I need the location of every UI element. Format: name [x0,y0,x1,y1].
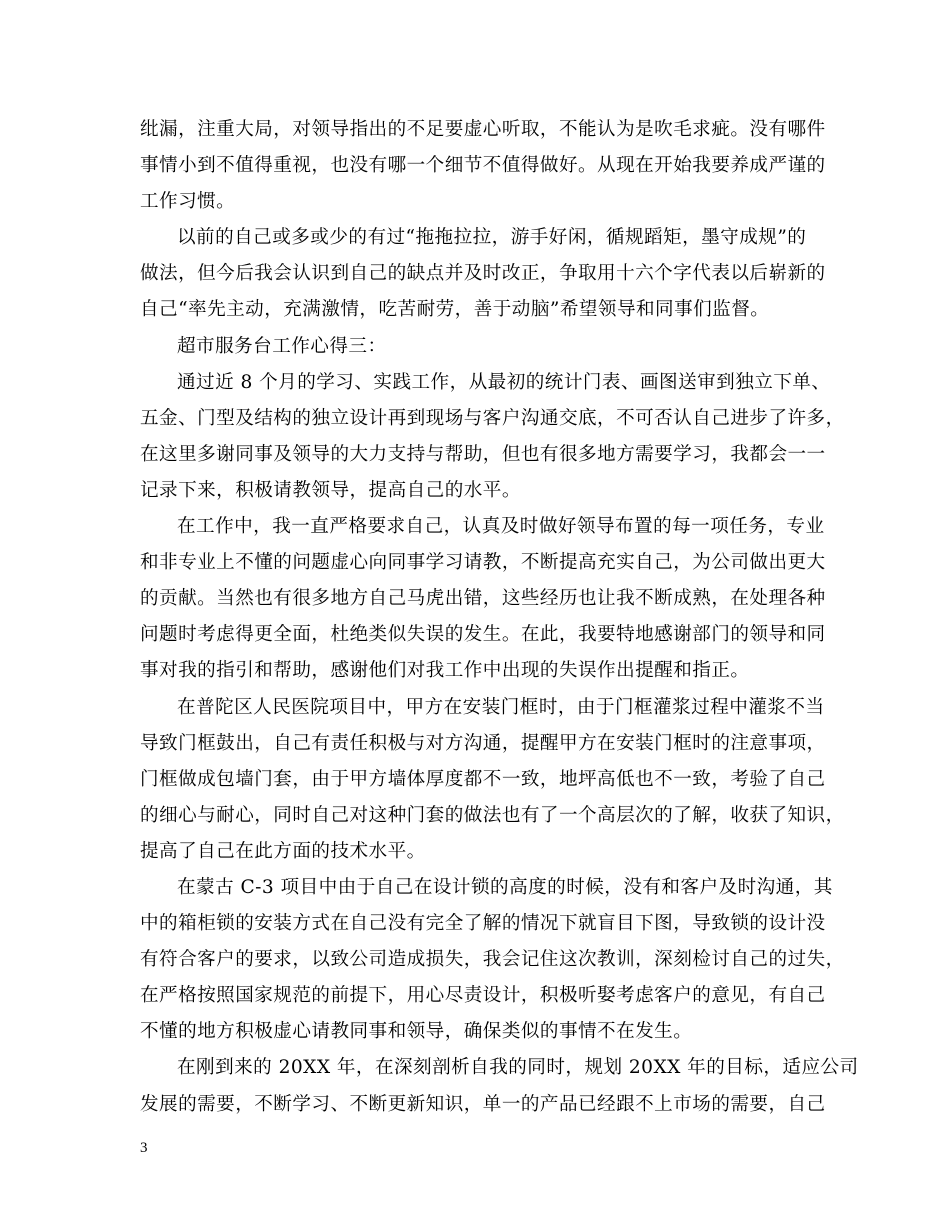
text-line: 提高了自己在此方面的技术水平。 [140,840,426,862]
text-line: 事情小到不值得重视，也没有哪一个细节不值得做好。从现在开始我要养成严谨的 [140,155,826,177]
text-line: 自己“率先主动，充满激情，吃苦耐劳，善于动脑”希望领导和同事们监督。 [140,299,770,321]
text-line: 中的箱柜锁的安装方式在自己没有完全了解的情况下就盲目下图，导致锁的设计没 [140,913,826,935]
text-line: 不懂的地方积极虚心请教同事和领导，确保类似的事情不在发生。 [140,1021,693,1043]
text-line: 事对我的指引和帮助，感谢他们对我工作中出现的失误作出提醒和指正。 [140,660,750,682]
text-line: 工作习惯。 [140,191,236,213]
text-line: 和非专业上不懂的问题虚心向同事学习请教，不断提高充实自己，为公司做出更大 [140,552,826,574]
text-line: 纰漏，注重大局，对领导指出的不足要虚心听取，不能认为是吹毛求疵。没有哪件 [140,119,826,140]
text-line: 记录下来，积极请教领导，提高自己的水平。 [140,479,521,501]
text-line: 有符合客户的要求，以致公司造成损失，我会记住这次教训，深刻检讨自己的过失， [140,949,845,971]
text-line: 做法，但今后我会认识到自己的缺点并及时改正，争取用十六个字代表以后崭新的 [140,263,826,285]
text-line: 在严格按照国家规范的前提下，用心尽责设计，积极听娶考虑客户的意见，有自己 [140,985,826,1007]
page-number: 3 [140,1140,148,1156]
text-line: 以前的自己或多或少的有过“拖拖拉拉，游手好闲，循规蹈矩，墨守成规”的 [177,227,807,249]
text-line: 发展的需要，不断学习、不断更新知识，单一的产品已经跟不上市场的需要，自己 [140,1093,826,1115]
text-line: 的细心与耐心，同时自己对这种门套的做法也有了一个高层次的了解，收获了知识， [140,804,845,826]
body-text [140,112,859,1123]
text-line: 在普陀区人民医院项目中，甲方在安装门框时，由于门框灌浆过程中灌浆不当 [177,696,825,718]
text-line: 在蒙古 C-3 项目中由于自己在设计锁的高度的时候，没有和客户及时沟通，其 [177,876,833,898]
text-line: 导致门框鼓出，自己有责任积极与对方沟通，提醒甲方在安装门框时的注意事项， [140,732,826,754]
text-line: 超市服务台工作心得三： [177,335,387,357]
text-line: 五金、门型及结构的独立设计再到现场与客户沟通交底，不可否认自己进步了许多， [140,407,845,429]
text-line: 问题时考虑得更全面，杜绝类似失误的发生。在此，我要特地感谢部门的领导和同 [140,624,826,646]
text-line: 通过近 8 个月的学习、实践工作，从最初的统计门表、画图送审到独立下单、 [177,371,831,393]
text-line: 在这里多谢同事及领导的大力支持与帮助，但也有很多地方需要学习，我都会一一 [140,443,826,465]
text-line: 的贡献。当然也有很多地方自己马虎出错，这些经历也让我不断成熟，在处理各种 [140,588,826,610]
text-line: 门框做成包墙门套，由于甲方墙体厚度都不一致，地坪高低也不一致，考验了自己 [140,768,826,790]
text-line: 在刚到来的 20XX 年，在深刻剖析自我的同时，规划 20XX 年的目标，适应公司 [177,1057,859,1079]
text-line: 在工作中，我一直严格要求自己，认真及时做好领导布置的每一项任务，专业 [177,516,825,538]
